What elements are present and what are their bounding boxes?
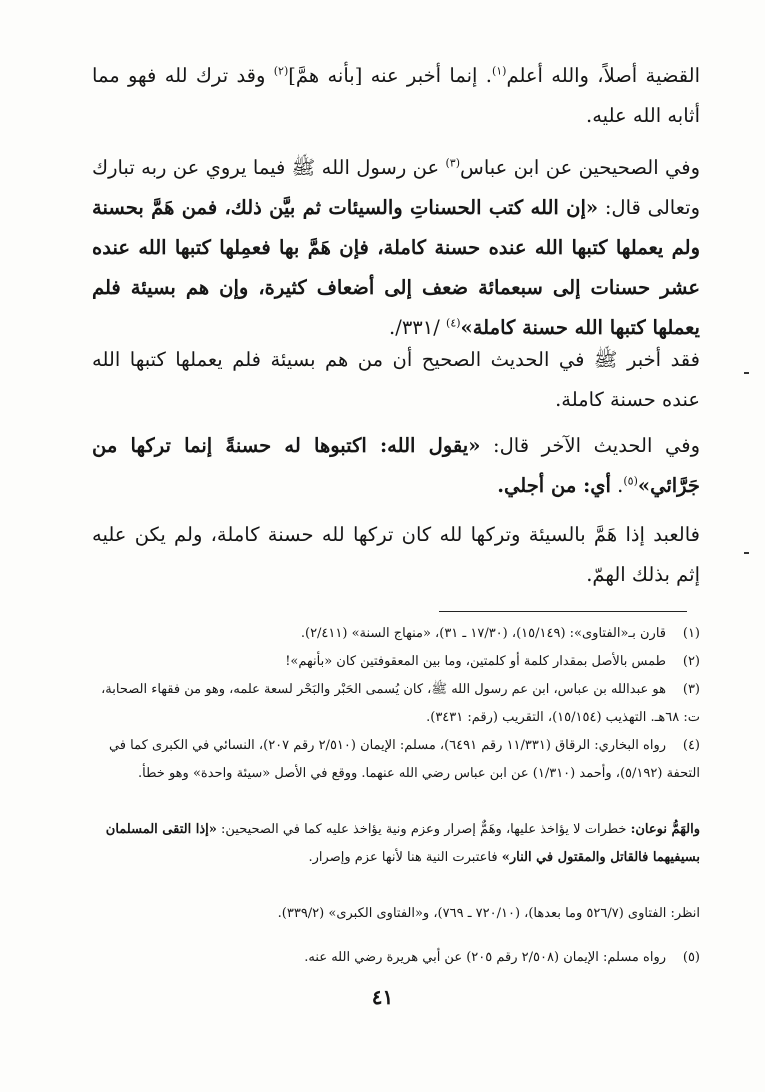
footnote-text: طمس بالأصل بمقدار كلمة أو كلمتين، وما بين المعقوفتين كان «بأنهم»! [285, 654, 666, 669]
hadith-quote-1: «إن الله كتب الحسناتِ والسيئات ثم بيَّن ذلك، فمن هَمَّ بحسنة ولم يعملها كتبها الله عنده حسنة كاملة، فإن هَمَّ بها فعمِلها كتبها الله عنده عشر حسنات إلى سبعمائة ضعف إلى أضعاف كثيرة، وإن هم بسيئة فلم يعملها كتبها الله حسنة كاملة» [92, 196, 700, 339]
footnote-4-refs [82, 900, 700, 928]
footnote-hadith: «إذا التقى المسلمان بسيفيهما فالقاتل والمقتول في النار» [105, 822, 700, 865]
p4-text-b: . [610, 474, 624, 497]
footnote-text: خطرات لا يؤاخذ عليها، وهَمٌّ إصرار وعزم ونية يؤاخذ عليه كما في الصحيحين: [216, 822, 631, 837]
footnote-number: (١) [682, 626, 700, 641]
footnote-text: رواه مسلم: الإيمان (٢/٥٠٨ رقم ٢٠٥) عن أبي هريرة رضي الله عنه. [304, 950, 666, 965]
paragraph-2 [92, 148, 700, 348]
footnote-2 [82, 648, 700, 676]
footnote-bold-term: والهَمُّ نوعان: [630, 822, 700, 837]
footnote-5 [82, 944, 700, 972]
p5-text: فالعبد إذا هَمَّ بالسيئة وتركها لله كان تركها لله حسنة كاملة، ولم يكن عليه إثم بذلك الهمّ. [92, 523, 700, 586]
footnote-number: (٢) [682, 654, 700, 669]
p2-text-end: /٣٣١/. [389, 316, 447, 339]
hadith-quote-2: «يقول الله: اكتبوها له حسنةً إنما تركها من جَرَّائي» [92, 434, 700, 497]
p4-text-a: وفي الحديث الآخر قال: [480, 434, 700, 457]
p2-text-a: وفي الصحيحين عن ابن عباس [460, 156, 700, 179]
footnote-text: رواه البخاري: الرقاق (١١/٣٣١ رقم ٦٤٩١)، مسلم: الإيمان (٢/٥١٠ رقم ٢٠٧)، النسائي في الكبرى كما في التحفة (٥/١٩٢)، وأحمد (١/٣١٠) عن ابن عباس رضي الله عنهما. ووقع في الأصل «سيئة واحدة» وهو خطأ. [108, 738, 700, 781]
footnote-text: هو عبدالله بن عباس، ابن عم رسول الله ﷺ، كان يُسمى الحَبْر والبَحْر لسعة علمه، وهو من فقهاء الصحابة، ت: ٦٨هـ. التهذيب (١٥/١٥٤)، التقريب (رقم: ٣٤٣١). [101, 682, 700, 725]
footnote-number: (٥) [682, 950, 700, 965]
paragraph-4 [92, 426, 700, 506]
footnote-4-note [82, 816, 700, 872]
footnote-ref-4[interactable]: (٤) [446, 316, 461, 330]
margin-mark [744, 372, 749, 374]
p4-bold-note: أي: من أجلي. [497, 474, 611, 497]
footnote-ref-3[interactable]: (٣) [445, 156, 461, 170]
p1-text-a: القضية أصلاً، والله أعلم [506, 64, 700, 87]
paragraph-5 [92, 515, 700, 595]
footnote-separator [439, 611, 687, 612]
footnote-4 [82, 732, 700, 788]
p3-text: فقد أخبر ﷺ في الحديث الصحيح أن من هم بسيئة فلم يعملها كتبها الله عنده حسنة كاملة. [92, 348, 700, 411]
p1-text-c: وقد ترك لله فهو مما أثابه الله عليه. [92, 64, 700, 127]
footnote-3 [82, 676, 700, 732]
footnote-number: (٤) [682, 738, 700, 753]
paragraph-3 [92, 340, 700, 420]
footnote-text: انظر: الفتاوى (٥٢٦/٧ وما بعدها)، (٧٢٠/١٠ ـ ٧٦٩)، و«الفتاوى الكبرى» (٣٣٩/٢). [277, 906, 700, 921]
footnote-ref-5[interactable]: (٥) [623, 474, 638, 488]
footnote-1 [82, 620, 700, 648]
p1-text-b: . إنما أخبر عنه [بأنه همَّ] [288, 64, 492, 87]
page-number: ٤١ [371, 985, 394, 1009]
margin-mark [744, 552, 749, 554]
footnote-ref-2[interactable]: (٢) [273, 64, 289, 78]
footnote-ref-1[interactable]: (١) [491, 64, 507, 78]
footnote-text: فاعتبرت النية هنا لأنها عزم وإصرار. [308, 850, 502, 865]
footnote-text: قارن بـ«الفتاوى»: (١٥/١٤٩)، (١٧/٣٠ ـ ٣١)، «منهاج السنة» (٢/٤١١). [300, 626, 666, 641]
p2-text-b: عن رسول الله ﷺ فيما يروي عن ربه تبارك وتعالى قال: [92, 156, 700, 219]
paragraph-1 [92, 56, 700, 136]
footnote-number: (٣) [682, 682, 700, 697]
